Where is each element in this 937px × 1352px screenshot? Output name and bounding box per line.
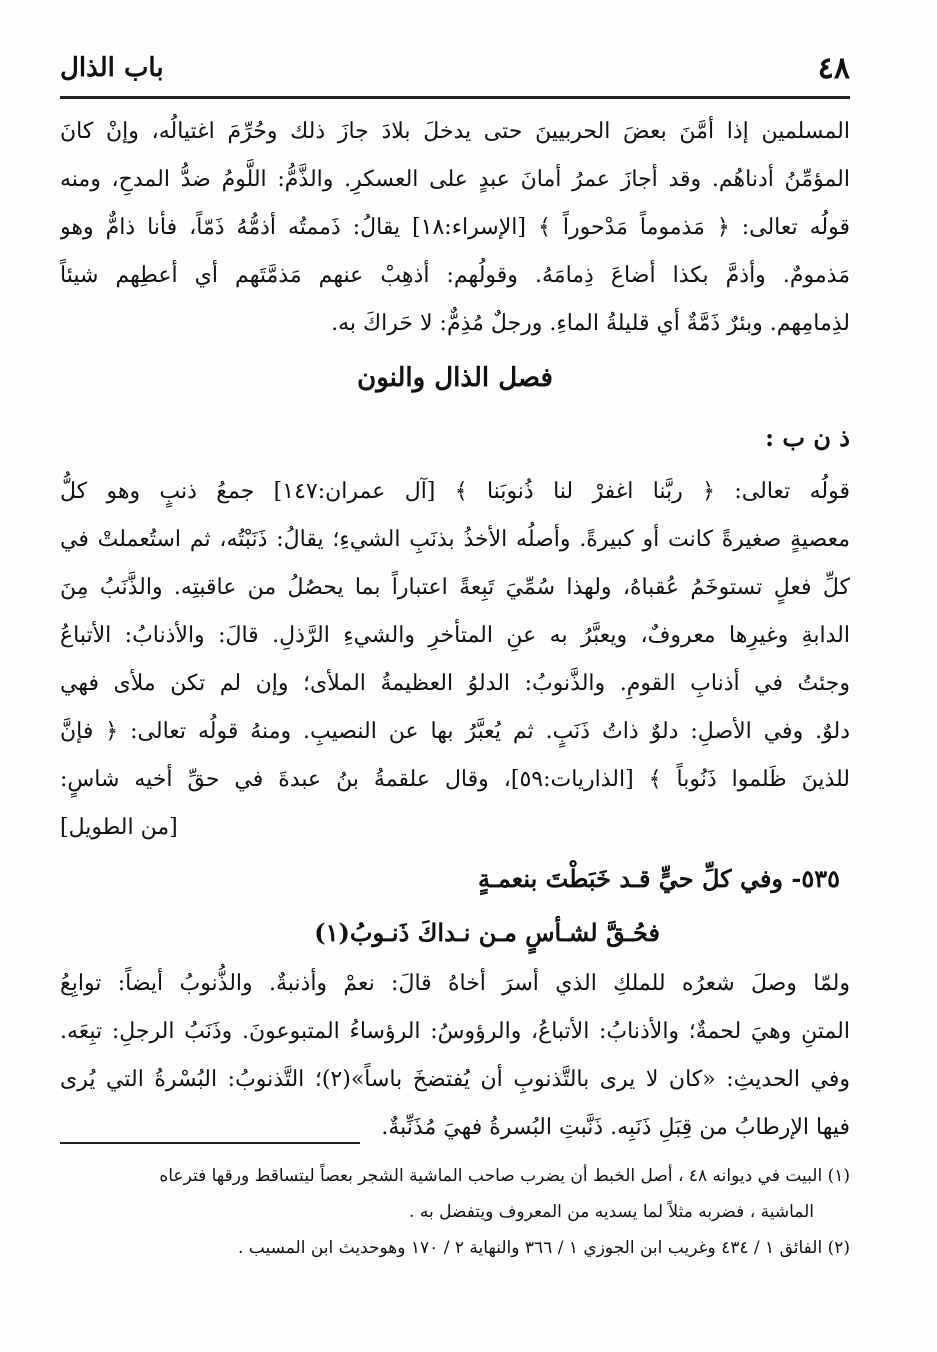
footnote-2: (٢) الفائق ١ / ٤٣٤ وغريب ابن الجوزي ١ / ٣٦٦ والنهاية ٢ / ١٧٠ وهوحديث ابن المسيب . [237, 1238, 850, 1258]
text-line: قولُه تعالى: ﴿ مَذموماً مَدْحوراً ﴾ [الإسراء:١٨] يقالُ: ذَممتُه أذمُّهُ ذَمّاً، فأنا ذامٌّ وهو [60, 215, 850, 240]
footnote-divider [60, 1142, 360, 1144]
text-line: للذينَ ظَلموا ذَنُوباً ﴾ [الذاريات:٥٩]، وقال علقمةُ بنُ عبدةَ في حقِّ أخيه شاسٍ: [60, 767, 850, 792]
text-line: المسلمين إذا أمَّنَ بعضَ الحربيينَ حتى يدخلَ بلادَ جازَ ذلك وحُرِّمَ اغتيالُه، وإنْ كانَ [60, 119, 850, 144]
header-divider [60, 96, 850, 99]
text-line: كلِّ فعلٍ تستوخَمُ عُقباهُ، ولهذا سُمِّيَ تَبِعةً اعتباراً بما يحصُلُ من عاقبتِه. والذَّنَبُ مِنَ [60, 575, 850, 600]
text-line: الدابةِ وغيرِها معروفٌ، ويعبَّرُ به عنِ المتأخرِ والشيءِ الرَّذلِ. قالَ: والأذنابُ: الأتباعُ [60, 623, 850, 648]
footnote-1-continued: الماشية ، فضربه مثلاً لما يسديه من المعروف ويتفضل به . [409, 1202, 814, 1222]
text-line: المتنِ وهيَ لحمةٌ؛ والأذنابُ: الأتباعُ، والرؤوسُ: الرؤساءُ المتبوعونَ. وذَنَبُ الرجلِ: تبِعَه. [60, 1019, 850, 1044]
text-line: معصيةٍ صغيرةً كانت أو كبيرةً. وأصلُه الأخذُ بذنَبِ الشيءِ؛ يقالُ: ذَنَبْتُه، ثم استُعملتْ في [60, 527, 850, 552]
page-number: ٤٨ [817, 50, 850, 86]
book-page [60, 30, 850, 1330]
main-text [60, 108, 850, 1152]
text-line: وفي الحديثِ: «كان لا يرى بالتَّذنوبِ أن يُفتضخَ باساً»(٢)؛ التَّذنوبُ: البُسْرةُ التي يُرى [60, 1067, 850, 1092]
running-header [60, 48, 850, 88]
text-line: مَذمومٌ. وأذمَّ بكذا أضاعَ ذِمامَهُ. وقولُهم: أذهِبْ عنهم مَذمَّتَهم أي أعطِهم شيئاً [60, 263, 850, 288]
text-line: وجئتُ في أذنابِ القومِ. والذَّنوبُ: الدلوُ العظيمةُ الملأى؛ وإن لم تكن ملأى فهي [60, 671, 850, 696]
text-line: لذِمامِهم. وبئرٌ ذَمَّةٌ أي قليلةُ الماءِ. ورجلٌ مُذِمٌّ: لا حَراكَ به. [331, 311, 850, 336]
meter-label: [من الطويل] [60, 815, 178, 840]
text-line: قولُه تعالى: ﴿ ربَّنا اغفرْ لنا ذُنوبَنا ﴾ [آل عمران:١٤٧] جمعُ ذنبٍ وهو كلُّ [60, 479, 850, 504]
text-line: المؤمِّنُ أدناهُم. وقد أجازَ عمرُ أمانَ عبدٍ على العسكرِ. والذَّمُّ: اللَّومُ ضدُّ المدحِ، ومنه [60, 167, 850, 192]
verse-hemistich-1: ٥٣٥- وفي كلِّ حيٍّ قـد خَبَطْتَ بنعمـةٍ [478, 864, 840, 893]
verse-hemistich-2: فحُـقَّ لشـأسٍ مـن نـداكَ ذَنـوبُ(١) [314, 918, 660, 947]
root-heading: ذ ن ب : [765, 423, 850, 452]
footnotes [60, 1158, 850, 1266]
chapter-title: باب الذال [60, 53, 164, 83]
text-line: ولمّا وصلَ شعرُه للملكِ الذي أسرَ أخاهُ قالَ: نعمْ وأذنبةٌ. والذُّنوبُ أيضاً: توابِعُ [60, 971, 850, 996]
section-title: فصل الذال والنون [357, 363, 553, 393]
text-line: فيها الإرطابُ من قِبَلِ ذَنَبِه. ذَنَّبتِ البُسرةُ فهيَ مُذَنِّبةٌ. [381, 1115, 850, 1140]
text-line: دلوٌ. وفي الأصلِ: دلوٌ ذاتُ ذَنَبٍ. ثم يُعبَّرُ بها عن النصيبِ. ومنهُ قولُه تعالى: ﴿ فإنَّ [60, 719, 850, 744]
footnote-1: (١) البيت في ديوانه ٤٨ ، أصل الخبط أن يضرب صاحب الماشية الشجر بعصاً ليتساقط ورقها فترعاه [159, 1166, 850, 1186]
